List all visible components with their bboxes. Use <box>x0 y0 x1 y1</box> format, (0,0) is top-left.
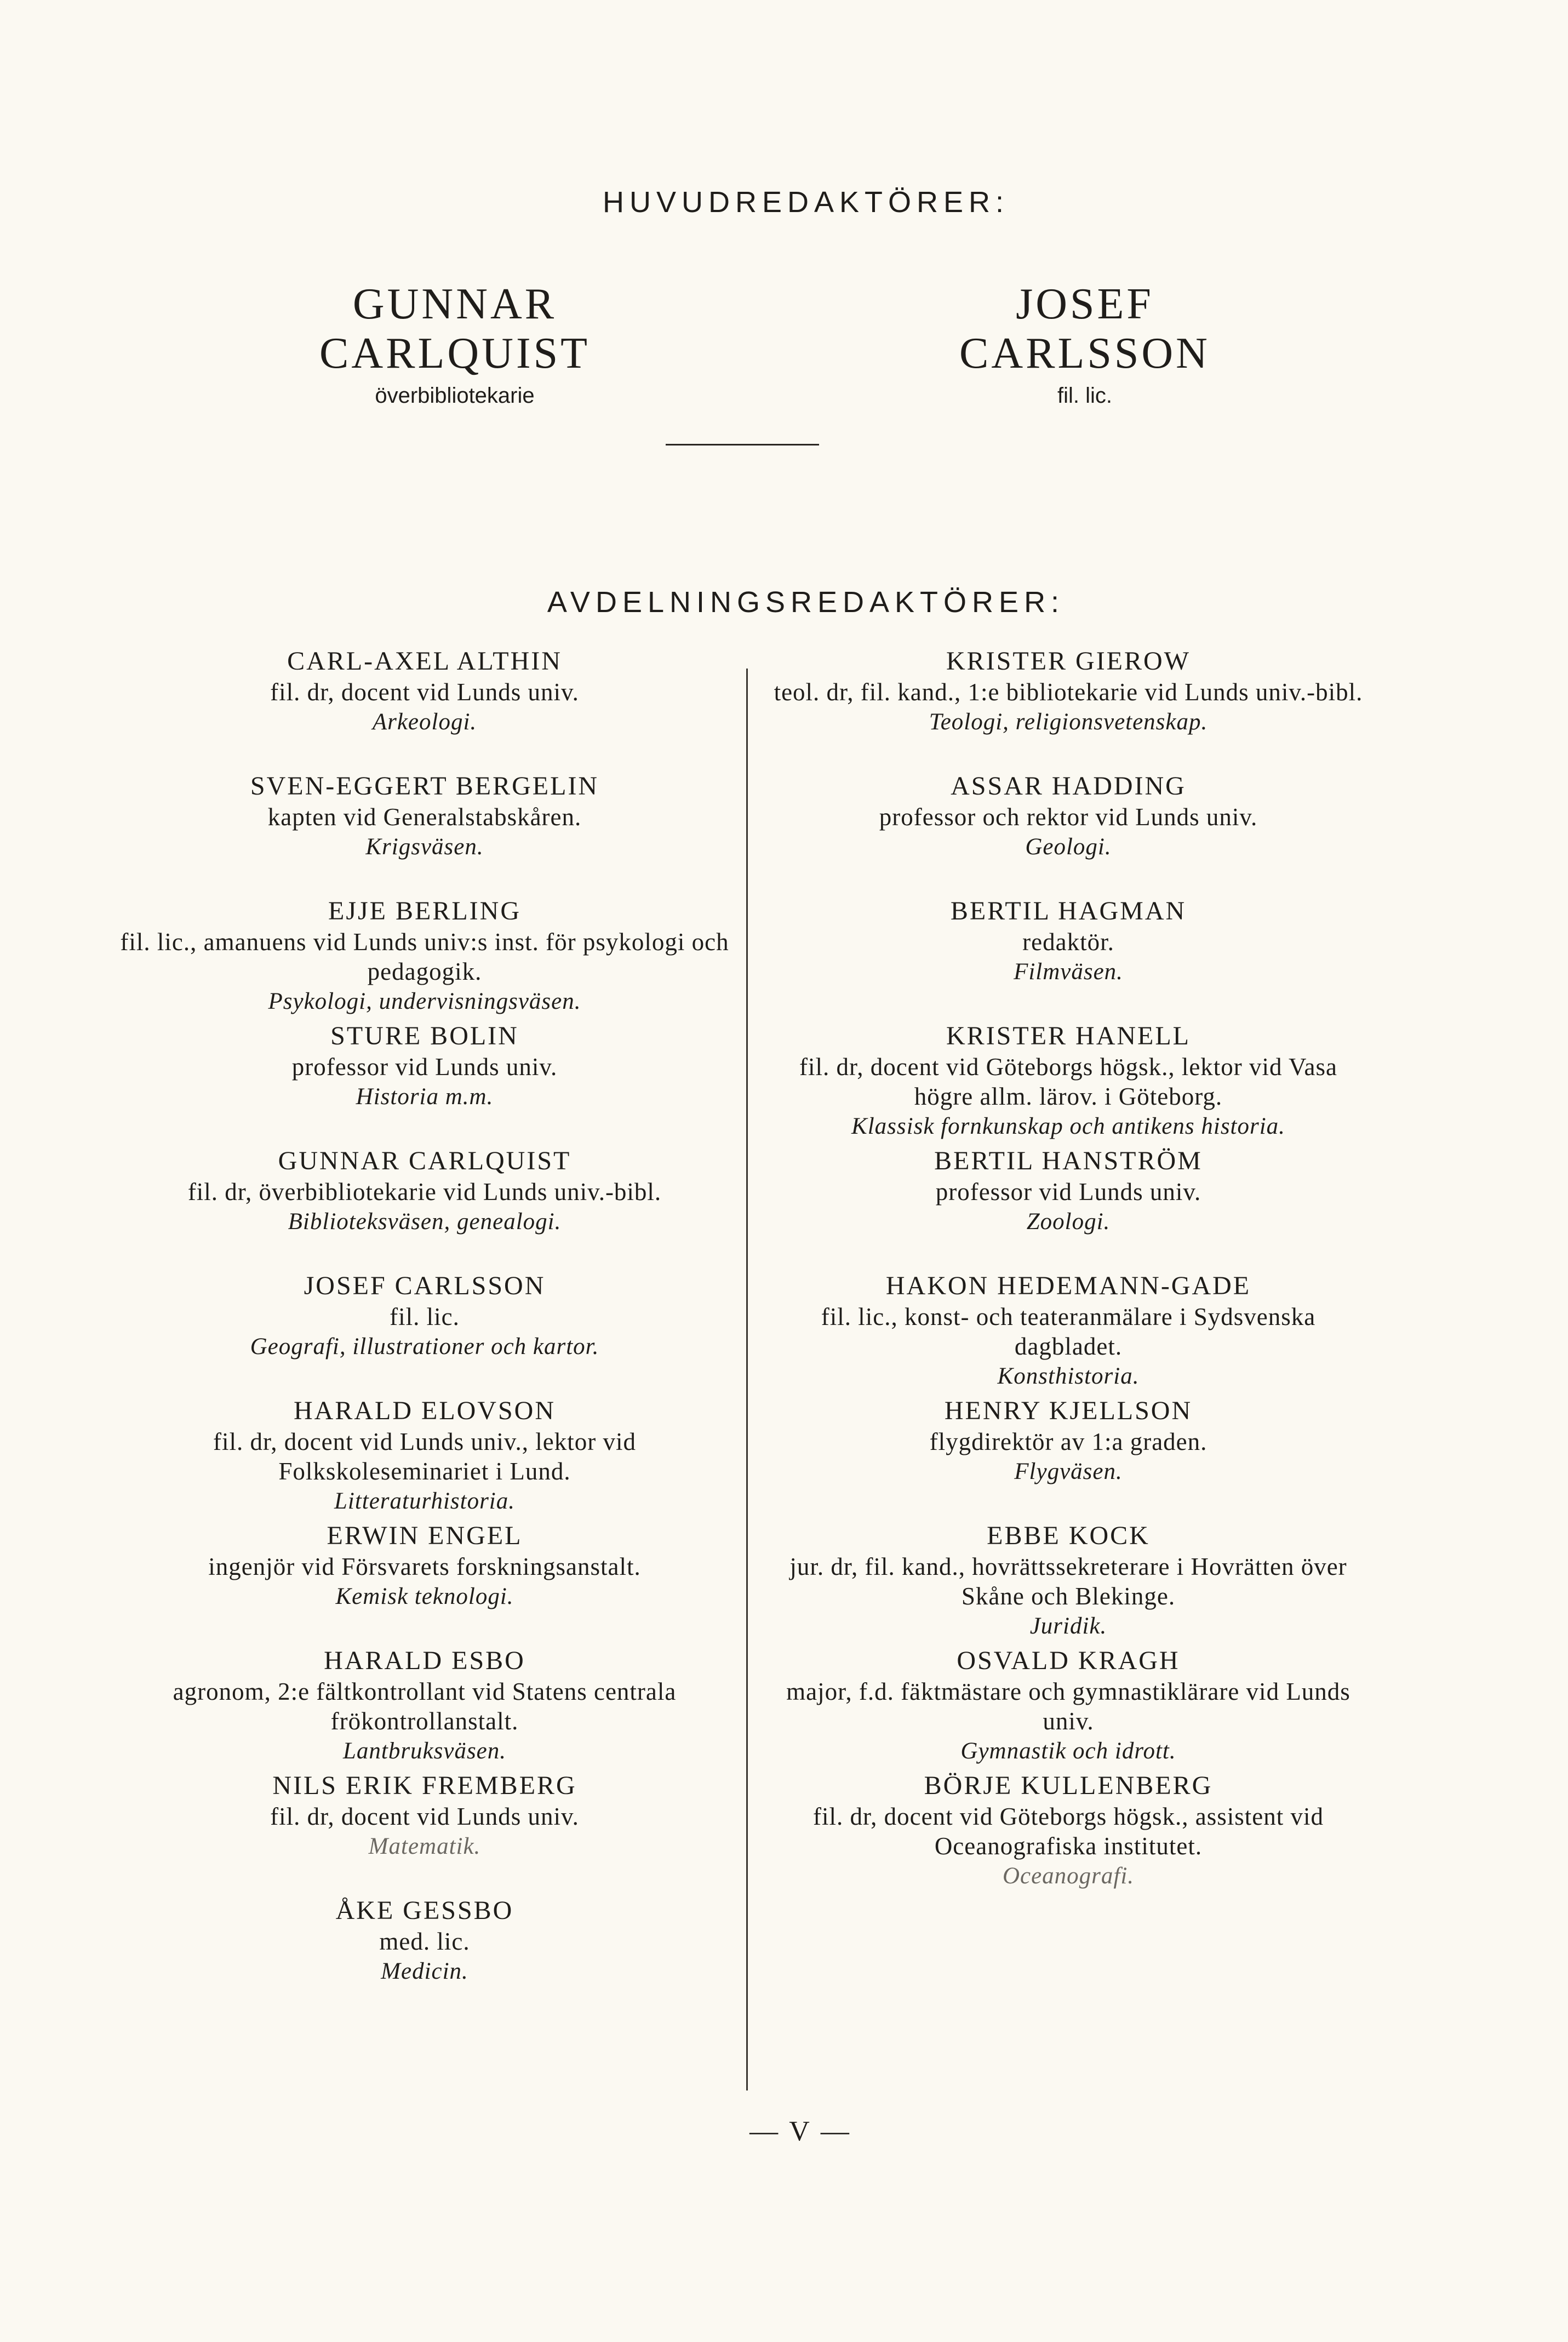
editor-subject-field: Kemisk teknologi. <box>335 1584 514 1609</box>
editor-title: fil. lic., konst- och teateranmälare i Sydsvenska dagbladet. <box>821 1303 1316 1360</box>
editor-entry <box>767 1770 1370 1895</box>
editor-entry <box>767 895 1370 1020</box>
editor-name: EJJE BERLING <box>328 896 521 926</box>
editor-entry <box>110 895 740 1020</box>
editor-entry <box>767 1645 1370 1770</box>
editor-title: fil. lic. <box>390 1303 460 1330</box>
editor-name: NILS ERIK FREMBERG <box>272 1771 577 1800</box>
editor-entry <box>110 1520 740 1645</box>
editor-title: kapten vid Generalstabskåren. <box>267 803 582 831</box>
editor-entry <box>110 1895 740 2020</box>
editor-name: KRISTER GIEROW <box>946 647 1191 676</box>
left-editor-column <box>110 646 740 2020</box>
chief-editor-name: GUNNAR CARLQUIST <box>319 280 590 378</box>
editor-title: fil. dr, docent vid Göteborgs högsk., assistent vid Oceanografiska institutet. <box>812 1803 1324 1860</box>
editor-entry <box>110 1145 740 1270</box>
editor-subject-field: Geologi. <box>1025 834 1112 860</box>
editor-title: redaktör. <box>1022 928 1114 956</box>
editor-subject-field: Historia m.m. <box>356 1084 494 1110</box>
chief-editor-role: fil. lic. <box>1057 384 1112 408</box>
editor-entry <box>110 1770 740 1895</box>
editor-title: fil. lic., amanuens vid Lunds univ:s inst. för psykologi och pedagogik. <box>120 928 729 985</box>
right-editor-column <box>767 646 1370 1895</box>
editor-name: CARL-AXEL ALTHIN <box>287 647 562 676</box>
editor-title: ingenjör vid Försvarets forskningsanstalt. <box>208 1553 641 1580</box>
editor-subject-field: Juridik. <box>1029 1613 1107 1639</box>
chief-editor-name: JOSEF CARLSSON <box>959 280 1210 378</box>
editor-title: professor och rektor vid Lunds univ. <box>879 803 1258 831</box>
editor-entry <box>767 1020 1370 1145</box>
editor-entry <box>767 1520 1370 1645</box>
editor-name: BERTIL HAGMAN <box>950 896 1187 926</box>
editor-name: KRISTER HANELL <box>946 1021 1191 1050</box>
editor-title: fil. dr, docent vid Lunds univ. <box>270 678 579 706</box>
editor-subject-field: Gymnastik och idrott. <box>960 1738 1176 1764</box>
editor-entry <box>767 1145 1370 1270</box>
editor-entry <box>767 770 1370 895</box>
editor-title: fil. dr, docent vid Lunds univ., lektor vid Folkskoleseminariet i Lund. <box>213 1428 636 1485</box>
editor-subject-field: Zoologi. <box>1026 1209 1111 1235</box>
editor-name: HARALD ESBO <box>324 1646 525 1675</box>
editor-name: HAKON HEDEMANN-GADE <box>885 1271 1251 1300</box>
chief-editor-2 <box>888 279 1282 408</box>
editor-title: agronom, 2:e fältkontrollant vid Statens centrala frökontrollanstalt. <box>173 1678 677 1735</box>
editor-subject-field: Krigsväsen. <box>365 834 484 860</box>
editor-title: fil. dr, docent vid Göteborgs högsk., lektor vid Vasa högre allm. lärov. i Göteborg. <box>799 1053 1337 1110</box>
editor-title: fil. dr, docent vid Lunds univ. <box>270 1803 579 1830</box>
editor-subject-field: Psykologi, undervisningsväsen. <box>268 989 581 1014</box>
section-divider-rule <box>666 444 819 445</box>
editor-entry <box>767 646 1370 770</box>
editor-subject-field: Lantbruksväsen. <box>342 1738 507 1764</box>
editor-name: STURE BOLIN <box>330 1021 519 1050</box>
editor-entry <box>110 1645 740 1770</box>
editor-entry <box>110 646 740 770</box>
editor-entry <box>110 1395 740 1520</box>
editor-name: SVEN-EGGERT BERGELIN <box>250 772 599 801</box>
editor-entry <box>767 1270 1370 1395</box>
chief-editor-1 <box>236 279 674 408</box>
editor-subject-field: Matematik. <box>368 1833 481 1859</box>
editor-name: JOSEF CARLSSON <box>304 1271 546 1300</box>
editor-name: ÅKE GESSBO <box>335 1896 514 1925</box>
editor-title: flygdirektör av 1:a graden. <box>929 1428 1208 1455</box>
editor-title: med. lic. <box>379 1928 470 1955</box>
page-number: — V — <box>749 2116 851 2147</box>
editor-title: professor vid Lunds univ. <box>935 1178 1201 1206</box>
editor-entry <box>767 1395 1370 1520</box>
editor-subject-field: Oceanografi. <box>1002 1863 1135 1889</box>
editor-subject-field: Biblioteksväsen, genealogi. <box>288 1209 562 1235</box>
editor-name: GUNNAR CARLQUIST <box>278 1146 571 1175</box>
editor-subject-field: Geografi, illustrationer och kartor. <box>250 1334 599 1359</box>
column-divider-line <box>746 669 748 2090</box>
editor-entry <box>110 1270 740 1395</box>
editor-subject-field: Medicin. <box>381 1958 468 1984</box>
editor-subject-field: Klassisk fornkunskap och antikens historia. <box>851 1113 1285 1139</box>
editor-subject-field: Filmväsen. <box>1014 959 1123 985</box>
editor-name: BERTIL HANSTRÖM <box>934 1146 1203 1175</box>
editor-name: ERWIN ENGEL <box>327 1521 523 1550</box>
editor-subject-field: Flygväsen. <box>1014 1459 1123 1484</box>
editor-title: professor vid Lunds univ. <box>291 1053 558 1081</box>
editor-title: fil. dr, överbibliotekarie vid Lunds univ.-bibl. <box>187 1178 662 1206</box>
editor-title: jur. dr, fil. kand., hovrättssekreterare i Hovrätten över Skåne och Blekinge. <box>789 1553 1347 1610</box>
editor-name: OSVALD KRAGH <box>957 1646 1180 1675</box>
chief-editor-role: överbibliotekarie <box>375 384 535 408</box>
editor-subject-field: Arkeologi. <box>372 709 477 735</box>
editor-name: HARALD ELOVSON <box>294 1396 556 1425</box>
editor-entry <box>110 1020 740 1145</box>
editor-name: HENRY KJELLSON <box>944 1396 1193 1425</box>
editor-title: teol. dr, fil. kand., 1:e bibliotekarie vid Lunds univ.-bibl. <box>774 678 1363 706</box>
editor-subject-field: Teologi, religionsvetenskap. <box>929 709 1208 735</box>
editor-name: ASSAR HADDING <box>951 772 1186 801</box>
editor-subject-field: Konsthistoria. <box>997 1363 1140 1389</box>
editor-name: BÖRJE KULLENBERG <box>924 1771 1213 1800</box>
department-editors-heading: AVDELNINGSREDAKTÖRER: <box>547 586 1065 619</box>
editor-subject-field: Litteraturhistoria. <box>334 1488 516 1514</box>
editor-title: major, f.d. fäktmästare och gymnastiklärare vid Lunds univ. <box>786 1678 1350 1735</box>
editor-entry <box>110 770 740 895</box>
main-editors-heading: HUVUDREDAKTÖRER: <box>602 186 1010 219</box>
editor-name: EBBE KOCK <box>987 1521 1150 1550</box>
